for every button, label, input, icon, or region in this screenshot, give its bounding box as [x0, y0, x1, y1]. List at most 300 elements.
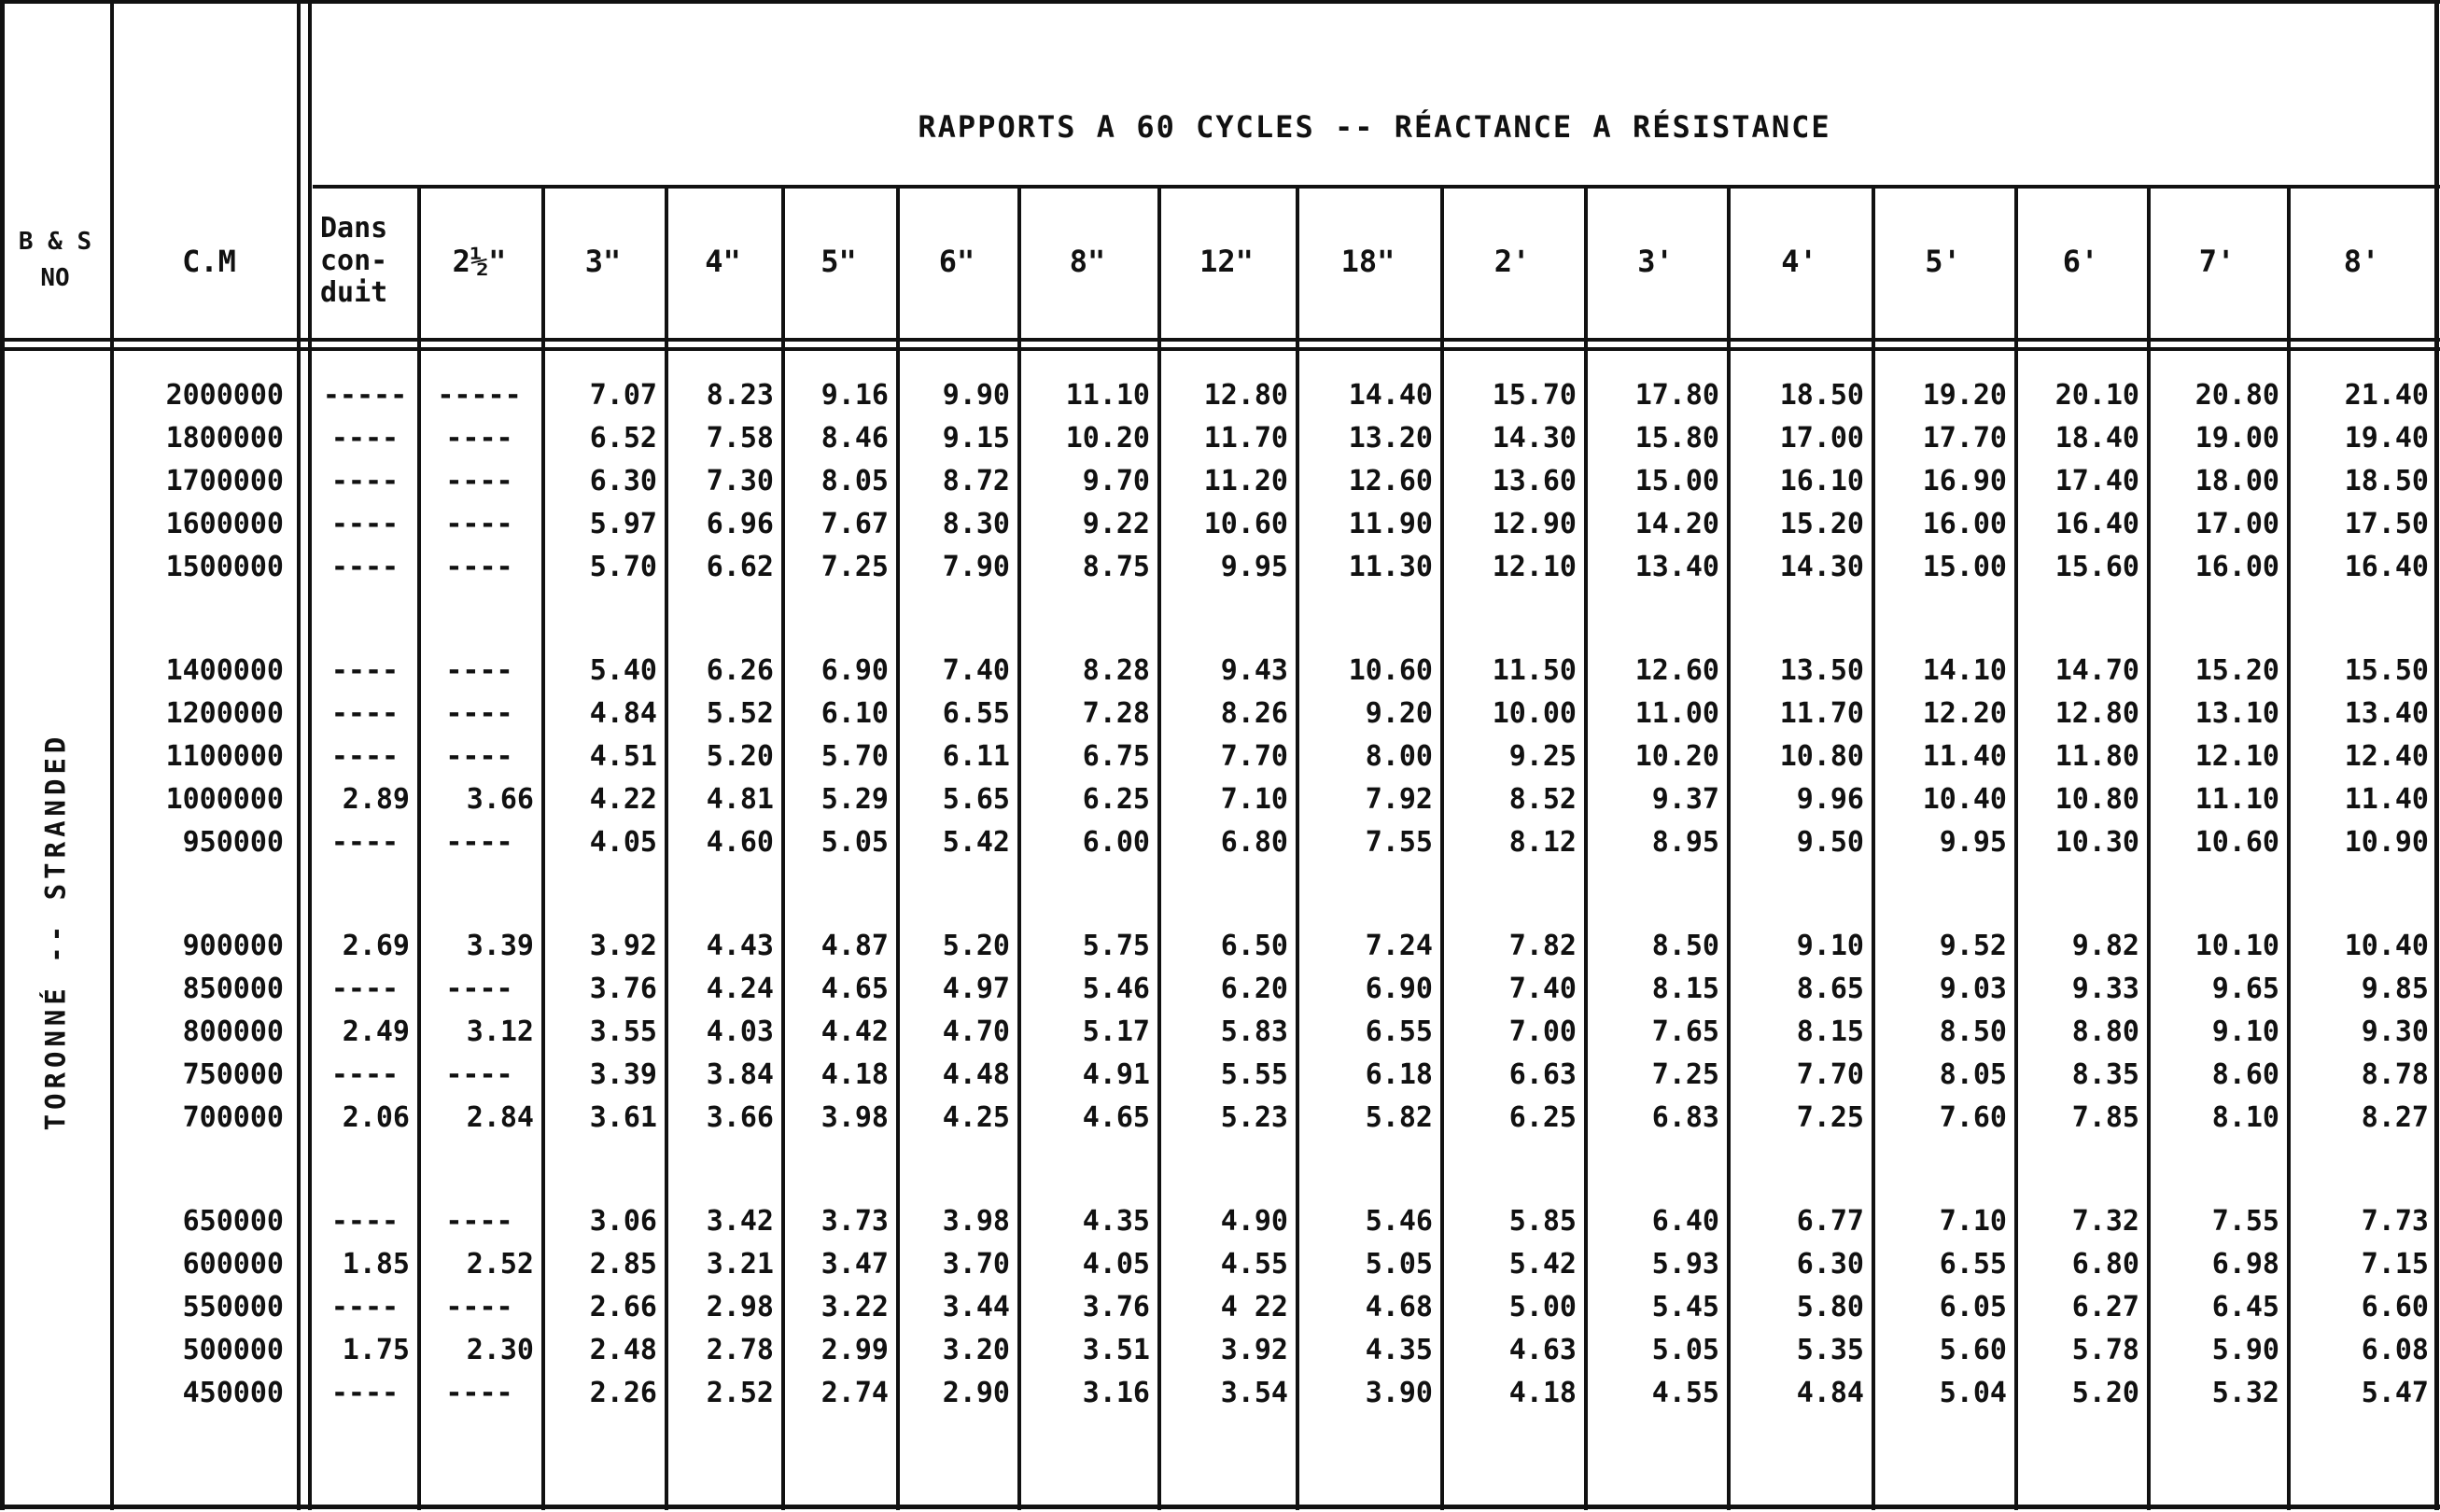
table-cell: 7.70	[1796, 1057, 1864, 1091]
table-cell: ----	[330, 1057, 400, 1091]
cm-value: 500000	[182, 1333, 284, 1366]
table-cell: ----	[445, 972, 513, 1005]
table-cell: 4.05	[1082, 1247, 1150, 1281]
table-cell: 6.11	[942, 739, 1010, 773]
cm-value: 900000	[182, 929, 284, 962]
table-cell: ----	[445, 1057, 513, 1091]
table-title: RAPPORTS A 60 CYCLES -- RÉACTANCE A RÉSISTANCE	[918, 109, 1831, 145]
table-cell: 3.92	[1220, 1333, 1288, 1366]
table-cell: 18.40	[2054, 421, 2139, 455]
table-cell: 19.20	[1922, 378, 2007, 412]
table-cell: 14.30	[1779, 550, 1864, 583]
table-cell: 11.70	[1779, 696, 1864, 730]
table-cell: 8.15	[1651, 972, 1719, 1005]
table-cell: 2.48	[589, 1333, 657, 1366]
table-cell: 9.85	[2361, 972, 2429, 1005]
table-cell: 7.28	[1082, 696, 1150, 730]
header-size-0: 2½"	[452, 244, 507, 279]
table-cell: 9.03	[1939, 972, 2007, 1005]
table-cell: 6.20	[1220, 972, 1288, 1005]
table-cell: 13.10	[2195, 696, 2279, 730]
table-cell: 6.25	[1082, 782, 1150, 816]
cm-value: 950000	[182, 825, 284, 859]
table-cell: 6.77	[1796, 1204, 1864, 1238]
table-cell: 12.20	[1922, 696, 2007, 730]
table-cell: 18.50	[1779, 378, 1864, 412]
table-cell: ----	[445, 1290, 513, 1323]
header-size-6: 12"	[1199, 244, 1254, 279]
table-cell: 6.45	[2211, 1290, 2279, 1323]
table-cell: 6.55	[942, 696, 1010, 730]
table-cell: 3.76	[589, 972, 657, 1005]
table-cell: 11.10	[2195, 782, 2279, 816]
table-cell: 10.80	[2054, 782, 2139, 816]
table-cell: 11.20	[1203, 464, 1288, 497]
table-cell: 5.80	[1796, 1290, 1864, 1323]
table-cell: 8.65	[1796, 972, 1864, 1005]
table-cell: ----	[445, 1204, 513, 1238]
table-cell: ----	[330, 739, 400, 773]
table-cell: 6.25	[1508, 1100, 1577, 1134]
table-cell: 8.60	[2211, 1057, 2279, 1091]
table-cell: 12.60	[1634, 653, 1719, 687]
table-cell: 16.10	[1779, 464, 1864, 497]
table-cell: ----	[445, 739, 513, 773]
table-cell: 6.08	[2361, 1333, 2429, 1366]
table-cell: 6.50	[1220, 929, 1288, 962]
table-cell: 12.90	[1492, 507, 1577, 540]
grid-line	[417, 185, 421, 1510]
table-cell: 6.26	[706, 653, 774, 687]
grid-line	[541, 185, 545, 1510]
table-cell: 17.50	[2344, 507, 2429, 540]
table-cell: 6.80	[1220, 825, 1288, 859]
table-cell: 4.81	[706, 782, 774, 816]
table-cell: 3.39	[589, 1057, 657, 1091]
table-cell: 4.87	[820, 929, 889, 962]
header-size-12: 6'	[2062, 244, 2099, 279]
table-cell: 7.85	[2071, 1100, 2139, 1134]
table-cell: 10.60	[1203, 507, 1288, 540]
table-cell: 8.27	[2361, 1100, 2429, 1134]
table-cell: 2.99	[820, 1333, 889, 1366]
header-size-7: 18"	[1340, 244, 1395, 279]
table-cell: ----	[445, 550, 513, 583]
table-cell: 5.82	[1365, 1100, 1433, 1134]
table-cell: 6.90	[1365, 972, 1433, 1005]
table-cell: 5.65	[942, 782, 1010, 816]
table-cell: ----	[445, 464, 513, 497]
table-cell: 5.35	[1796, 1333, 1864, 1366]
table-cell: 16.00	[1922, 507, 2007, 540]
table-cell: 6.27	[2071, 1290, 2139, 1323]
table-cell: 8.15	[1796, 1015, 1864, 1048]
table-cell: 3.70	[942, 1247, 1010, 1281]
table-cell: 9.95	[1939, 825, 2007, 859]
table-cell: 2.66	[589, 1290, 657, 1323]
table-cell: 4 22	[1220, 1290, 1288, 1323]
table-cell: 11.50	[1492, 653, 1577, 687]
table-cell: 4.68	[1365, 1290, 1433, 1323]
table-cell: 6.63	[1508, 1057, 1577, 1091]
grid-line	[0, 338, 2440, 342]
table-cell: 16.40	[2344, 550, 2429, 583]
table-cell: 4.84	[1796, 1376, 1864, 1409]
table-cell: 4.22	[589, 782, 657, 816]
table-cell: 8.00	[1365, 739, 1433, 773]
cm-value: 750000	[182, 1057, 284, 1091]
table-cell: 7.32	[2071, 1204, 2139, 1238]
table-cell: 6.80	[2071, 1247, 2139, 1281]
table-cell: 5.20	[942, 929, 1010, 962]
table-cell: 4.65	[1082, 1100, 1150, 1134]
table-cell: 5.93	[1651, 1247, 1719, 1281]
table-cell: 6.18	[1365, 1057, 1433, 1091]
table-cell: 8.05	[820, 464, 889, 497]
header-size-3: 5"	[820, 244, 857, 279]
table-cell: 7.90	[942, 550, 1010, 583]
table-cell: 4.43	[706, 929, 774, 962]
table-cell: 15.20	[2195, 653, 2279, 687]
table-cell: 5.20	[706, 739, 774, 773]
table-cell: 5.17	[1082, 1015, 1150, 1048]
table-cell: 14.20	[1634, 507, 1719, 540]
grid-line	[1584, 185, 1588, 1510]
table-cell: 9.52	[1939, 929, 2007, 962]
header-size-2: 4"	[705, 244, 741, 279]
table-cell: 9.10	[1796, 929, 1864, 962]
grid-line	[2014, 185, 2018, 1510]
table-cell: -----	[322, 378, 408, 412]
cm-value: 1500000	[165, 550, 284, 583]
table-cell: 5.42	[1508, 1247, 1577, 1281]
table-cell: 4.84	[589, 696, 657, 730]
table-cell: 10.80	[1779, 739, 1864, 773]
table-cell: 3.06	[589, 1204, 657, 1238]
table-cell: 13.40	[1634, 550, 1719, 583]
table-cell: 3.66	[466, 782, 534, 816]
table-cell: 3.47	[820, 1247, 889, 1281]
table-cell: 9.82	[2071, 929, 2139, 962]
table-cell: 13.40	[2344, 696, 2429, 730]
table-cell: 10.60	[1348, 653, 1433, 687]
table-cell: 5.52	[706, 696, 774, 730]
table-cell: 7.82	[1508, 929, 1577, 962]
cm-value: 650000	[182, 1204, 284, 1238]
table-cell: 9.22	[1082, 507, 1150, 540]
table-cell: 9.15	[942, 421, 1010, 455]
cm-value: 1400000	[165, 653, 284, 687]
table-cell: 1.75	[342, 1333, 410, 1366]
table-cell: 4.91	[1082, 1057, 1150, 1091]
table-cell: 9.37	[1651, 782, 1719, 816]
table-cell: 10.20	[1634, 739, 1719, 773]
table-cell: 19.00	[2195, 421, 2279, 455]
cm-value: 850000	[182, 972, 284, 1005]
table-cell: 11.30	[1348, 550, 1433, 583]
table-cell: 8.52	[1508, 782, 1577, 816]
table-cell: 4.51	[589, 739, 657, 773]
table-cell: 4.60	[706, 825, 774, 859]
table-cell: 16.90	[1922, 464, 2007, 497]
table-cell: 2.90	[942, 1376, 1010, 1409]
table-cell: 9.30	[2361, 1015, 2429, 1048]
table-cell: 9.43	[1220, 653, 1288, 687]
table-cell: 8.05	[1939, 1057, 2007, 1091]
grid-line	[0, 347, 2440, 351]
table-cell: ----	[330, 653, 400, 687]
table-cell: 7.73	[2361, 1204, 2429, 1238]
table-cell: 7.25	[1651, 1057, 1719, 1091]
table-cell: 6.30	[1796, 1247, 1864, 1281]
table-cell: 10.40	[2344, 929, 2429, 962]
table-cell: 15.20	[1779, 507, 1864, 540]
table-cell: 9.33	[2071, 972, 2139, 1005]
table-cell: 3.42	[706, 1204, 774, 1238]
table-cell: 2.06	[342, 1100, 410, 1134]
cm-value: 700000	[182, 1100, 284, 1134]
table-cell: 5.97	[589, 507, 657, 540]
table-cell: 8.46	[820, 421, 889, 455]
table-cell: 3.98	[942, 1204, 1010, 1238]
grid-line	[313, 185, 2440, 189]
table-cell: 9.25	[1508, 739, 1577, 773]
table-cell: 11.40	[2344, 782, 2429, 816]
table-cell: 20.10	[2054, 378, 2139, 412]
header-size-5: 8"	[1069, 244, 1106, 279]
table-cell: 8.50	[1939, 1015, 2007, 1048]
table-cell: 14.30	[1492, 421, 1577, 455]
table-cell: 5.04	[1939, 1376, 2007, 1409]
table-cell: 8.35	[2071, 1057, 2139, 1091]
table-cell: ----	[445, 1376, 513, 1409]
table-cell: 7.55	[2211, 1204, 2279, 1238]
table-cell: 5.83	[1220, 1015, 1288, 1048]
table-cell: 7.40	[942, 653, 1010, 687]
table-cell: 6.96	[706, 507, 774, 540]
table-cell: 11.00	[1634, 696, 1719, 730]
table-cell: 9.20	[1365, 696, 1433, 730]
header-size-4: 6"	[938, 244, 975, 279]
grid-line	[110, 0, 114, 1510]
table-cell: 15.50	[2344, 653, 2429, 687]
table-cell: 6.90	[820, 653, 889, 687]
table-cell: 4.55	[1651, 1376, 1719, 1409]
table-cell: 3.54	[1220, 1376, 1288, 1409]
table-cell: 4.42	[820, 1015, 889, 1048]
table-cell: 5.47	[2361, 1376, 2429, 1409]
table-cell: 15.70	[1492, 378, 1577, 412]
cm-value: 550000	[182, 1290, 284, 1323]
table-cell: 2.52	[706, 1376, 774, 1409]
table-cell: 2.26	[589, 1376, 657, 1409]
grid-line	[896, 185, 900, 1510]
table-cell: 7.55	[1365, 825, 1433, 859]
table-cell: 8.75	[1082, 550, 1150, 583]
table-cell: 2.52	[466, 1247, 534, 1281]
table-cell: 8.80	[2071, 1015, 2139, 1048]
table-cell: 8.72	[942, 464, 1010, 497]
table-cell: 12.10	[2195, 739, 2279, 773]
table-cell: 17.00	[1779, 421, 1864, 455]
table-cell: 3.92	[589, 929, 657, 962]
table-cell: 9.96	[1796, 782, 1864, 816]
table-cell: 5.40	[589, 653, 657, 687]
table-cell: 6.55	[1365, 1015, 1433, 1048]
table-cell: ----	[445, 825, 513, 859]
table-cell: 10.30	[2054, 825, 2139, 859]
table-cell: 6.00	[1082, 825, 1150, 859]
header-size-8: 2'	[1493, 244, 1531, 279]
table-cell: 11.10	[1065, 378, 1150, 412]
table-cell: 13.20	[1348, 421, 1433, 455]
table-cell: 7.65	[1651, 1015, 1719, 1048]
table-cell: 6.10	[820, 696, 889, 730]
table-cell: 10.10	[2195, 929, 2279, 962]
table-cell: 7.40	[1508, 972, 1577, 1005]
table-cell: 14.70	[2054, 653, 2139, 687]
table-cell: 4.18	[820, 1057, 889, 1091]
table-cell: 7.70	[1220, 739, 1288, 773]
table-cell: 4.97	[942, 972, 1010, 1005]
table-cell: 3.12	[466, 1015, 534, 1048]
grid-line	[1157, 185, 1161, 1510]
table-cell: 6.62	[706, 550, 774, 583]
table-cell: 3.61	[589, 1100, 657, 1134]
table-cell: 15.80	[1634, 421, 1719, 455]
grid-line	[1872, 185, 1875, 1510]
cm-value: 1800000	[165, 421, 284, 455]
table-cell: 2.84	[466, 1100, 534, 1134]
header-bas-no: B & S NO	[18, 228, 92, 292]
table-cell: 3.21	[706, 1247, 774, 1281]
table-cell: 4.90	[1220, 1204, 1288, 1238]
table-cell: 16.40	[2054, 507, 2139, 540]
table-cell: ----	[330, 550, 400, 583]
table-cell: 5.55	[1220, 1057, 1288, 1091]
grid-line	[2434, 0, 2439, 1510]
table-cell: 7.60	[1939, 1100, 2007, 1134]
table-cell: 14.10	[1922, 653, 2007, 687]
table-cell: 8.12	[1508, 825, 1577, 859]
table-cell: 8.78	[2361, 1057, 2429, 1091]
table-cell: 5.60	[1939, 1333, 2007, 1366]
table-cell: 8.23	[706, 378, 774, 412]
table-cell: -----	[437, 378, 522, 412]
table-cell: 9.65	[2211, 972, 2279, 1005]
table-cell: 8.28	[1082, 653, 1150, 687]
table-cell: 12.80	[2054, 696, 2139, 730]
table-cell: 10.20	[1065, 421, 1150, 455]
table-cell: 6.30	[589, 464, 657, 497]
table-cell: 12.80	[1203, 378, 1288, 412]
table-cell: 6.83	[1651, 1100, 1719, 1134]
table-cell: ----	[330, 1376, 400, 1409]
table-cell: 5.70	[820, 739, 889, 773]
table-cell: 7.15	[2361, 1247, 2429, 1281]
header-size-13: 7'	[2198, 244, 2236, 279]
table-cell: 3.39	[466, 929, 534, 962]
grid-line	[297, 0, 301, 1510]
table-cell: 6.75	[1082, 739, 1150, 773]
table-cell: 5.75	[1082, 929, 1150, 962]
table-cell: 10.40	[1922, 782, 2007, 816]
table-cell: ----	[445, 653, 513, 687]
grid-line	[0, 0, 5, 1510]
grid-line	[2287, 185, 2291, 1510]
table-cell: 18.50	[2344, 464, 2429, 497]
table-cell: 3.55	[589, 1015, 657, 1048]
table-cell: 17.00	[2195, 507, 2279, 540]
grid-line	[308, 0, 312, 1510]
table-cell: 1.85	[342, 1247, 410, 1281]
table-cell: 4.48	[942, 1057, 1010, 1091]
table-cell: 2.85	[589, 1247, 657, 1281]
grid-line	[1296, 185, 1299, 1510]
table-cell: ----	[330, 696, 400, 730]
table-cell: 5.90	[2211, 1333, 2279, 1366]
table-cell: 8.26	[1220, 696, 1288, 730]
table-cell: 9.70	[1082, 464, 1150, 497]
table-cell: 7.00	[1508, 1015, 1577, 1048]
grid-line	[1727, 185, 1731, 1510]
table-cell: 4.35	[1365, 1333, 1433, 1366]
table-cell: ----	[330, 421, 400, 455]
table-cell: ----	[330, 825, 400, 859]
table-cell: 4.03	[706, 1015, 774, 1048]
table-cell: 7.25	[1796, 1100, 1864, 1134]
cm-value: 1700000	[165, 464, 284, 497]
table-cell: 13.50	[1779, 653, 1864, 687]
table-cell: 9.10	[2211, 1015, 2279, 1048]
table-cell: 12.10	[1492, 550, 1577, 583]
table-cell: 4.70	[942, 1015, 1010, 1048]
table-cell: 3.22	[820, 1290, 889, 1323]
grid-line	[0, 1505, 2440, 1509]
table-cell: 5.70	[589, 550, 657, 583]
header-size-9: 3'	[1637, 244, 1674, 279]
table-cell: 4.63	[1508, 1333, 1577, 1366]
header-size-14: 8'	[2343, 244, 2380, 279]
grid-line	[1017, 185, 1021, 1510]
table-cell: 7.92	[1365, 782, 1433, 816]
table-cell: 3.44	[942, 1290, 1010, 1323]
table-cell: 6.98	[2211, 1247, 2279, 1281]
table-cell: 6.05	[1939, 1290, 2007, 1323]
table-cell: 3.51	[1082, 1333, 1150, 1366]
table-cell: 2.69	[342, 929, 410, 962]
table-cell: 7.10	[1939, 1204, 2007, 1238]
table-cell: 3.84	[706, 1057, 774, 1091]
table-cell: 9.16	[820, 378, 889, 412]
table-cell: 2.49	[342, 1015, 410, 1048]
table-cell: 5.32	[2211, 1376, 2279, 1409]
table-cell: ----	[445, 421, 513, 455]
table-cell: ----	[330, 1204, 400, 1238]
table-cell: 11.90	[1348, 507, 1433, 540]
table-cell: 8.95	[1651, 825, 1719, 859]
table-cell: ----	[330, 464, 400, 497]
table-cell: 6.52	[589, 421, 657, 455]
table-cell: 15.00	[1922, 550, 2007, 583]
table-cell: 11.80	[2054, 739, 2139, 773]
table-cell: 12.60	[1348, 464, 1433, 497]
table-cell: 5.23	[1220, 1100, 1288, 1134]
table-cell: 20.80	[2195, 378, 2279, 412]
header-size-11: 5'	[1925, 244, 1961, 279]
table-cell: ----	[330, 507, 400, 540]
table-cell: 16.00	[2195, 550, 2279, 583]
